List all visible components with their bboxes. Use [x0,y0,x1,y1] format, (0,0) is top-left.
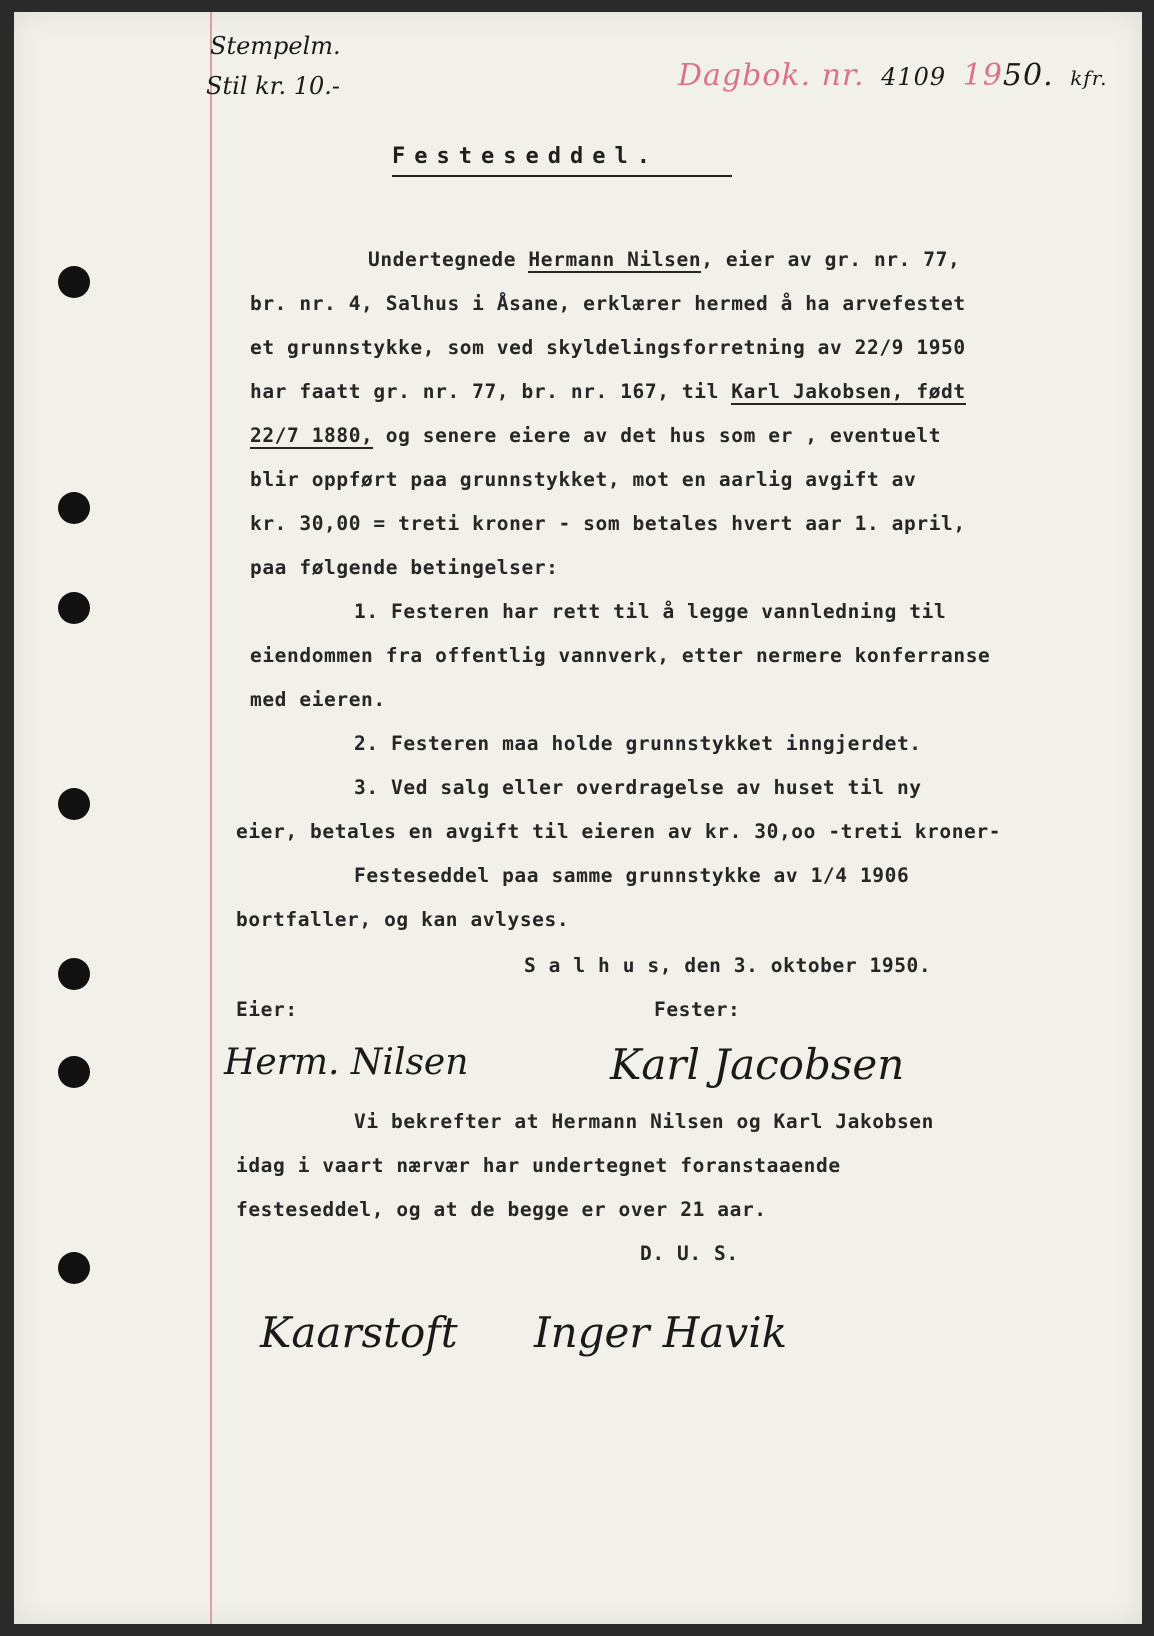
clause-1: 1. Festeren har rett til å legge vannledning til [354,600,947,623]
margin-rule [210,12,212,1624]
text-line: et grunnstykke, som ved skyldelingsforretning av 22/9 1950 [250,336,966,359]
text-line: Undertegnede Hermann Nilsen, eier av gr. nr. 77, [368,248,961,271]
owner-signature: Herm. Nilsen [224,1042,469,1083]
text-line: har faatt gr. nr. 77, br. nr. 167, til Karl Jakobsen, født [250,380,966,403]
clause-1-cont: eiendommen fra offentlig vannverk, etter nermere konferranse [250,644,991,667]
owner-name: Hermann Nilsen [528,248,702,271]
margin-note-line1: Stempelm. [210,32,341,60]
punch-hole [58,788,90,820]
punch-hole [58,266,90,298]
place-date: S a l h u s, den 3. oktober 1950. [524,954,932,977]
text-line: bortfaller, og kan avlyses. [236,908,570,931]
clause-3: 3. Ved salg eller overdragelse av huset til ny [354,776,922,799]
witness-line: idag i vaart nærvær har undertegnet foranstaaende [236,1154,841,1177]
registry-stamp [678,58,1107,93]
stamp-number: 4109 [881,63,947,91]
stamp-year: 19 [962,58,1003,93]
text-line: blir oppført paa grunnstykket, mot en aarlig avgift av [250,468,917,491]
clause-1-cont: med eieren. [250,688,386,711]
stamp-initials: kfr. [1070,66,1108,90]
punch-hole [58,1252,90,1284]
text-line: Festeseddel paa samme grunnstykke av 1/4 1906 [354,864,910,887]
text-line: kr. 30,00 = treti kroner - som betales hvert aar 1. april, [250,512,966,535]
clause-3-cont: eier, betales en avgift til eieren av kr. 30,oo -treti kroner- [236,820,1002,843]
text-line: paa følgende betingelser: [250,556,559,579]
text-line: 22/7 1880, og senere eiere av det hus som er , eventuelt [250,424,942,447]
text-line: br. nr. 4, Salhus i Åsane, erklærer hermed å ha arvefestet [250,292,966,315]
clause-2: 2. Festeren maa holde grunnstykket inngjerdet. [354,732,922,755]
owner-label: Eier: [236,998,298,1021]
punch-hole [58,958,90,990]
punch-hole [58,592,90,624]
document-page [14,12,1142,1624]
punch-hole [58,492,90,524]
stamp-year-handwritten: 50. [1002,58,1054,93]
tenant-name: Karl Jakobsen, født [731,380,966,403]
tenant-label: Fester: [654,998,741,1021]
witness2-signature: Inger Havik [534,1308,788,1357]
margin-note-line2: Stil kr. 10.- [206,72,340,100]
witness-line: Vi bekrefter at Hermann Nilsen og Karl Jakobsen [354,1110,934,1133]
punch-hole [58,1056,90,1088]
tenant-signature: Karl Jacobsen [610,1040,905,1089]
tenant-birthdate: 22/7 1880, [250,424,374,447]
dus-mark: D. U. S. [640,1242,739,1265]
witness-line: festeseddel, og at de begge er over 21 aar. [236,1198,767,1221]
witness1-signature: Kaarstoft [260,1308,458,1357]
document-title: Festeseddel. [392,144,732,177]
stamp-label: Dagbok. nr. [678,58,865,93]
